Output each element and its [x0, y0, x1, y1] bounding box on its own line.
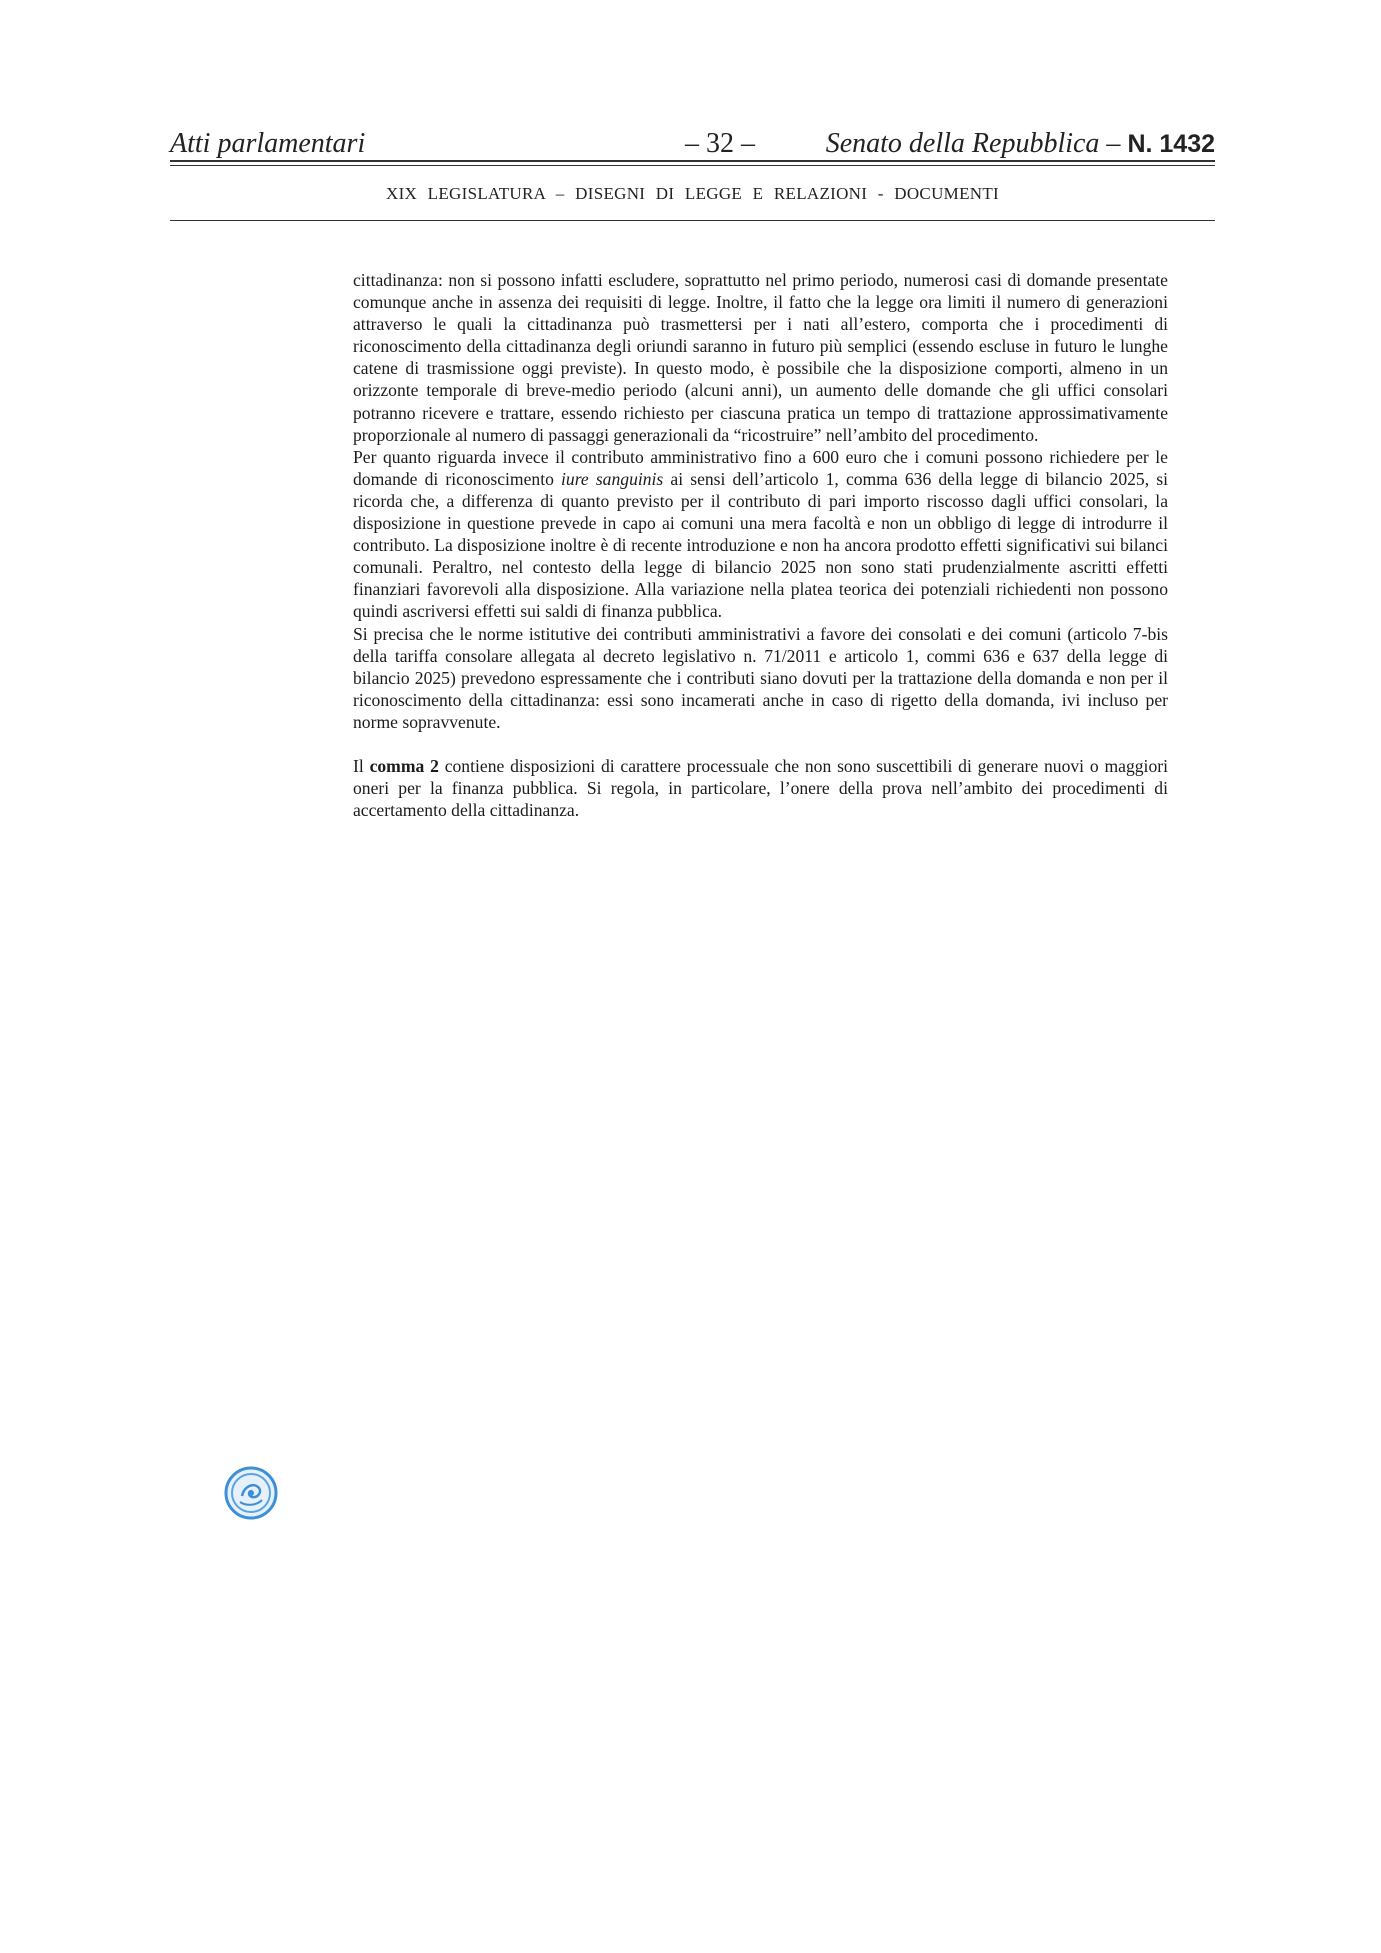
paragraph-4: [353, 755, 1168, 821]
page-number: – 32 –: [685, 128, 755, 159]
paragraph-2: [353, 446, 1168, 623]
subtitle-rule: [170, 220, 1215, 221]
header-rule: [170, 160, 1215, 162]
paragraph-1: cittadinanza: non si possono infatti escludere, soprattutto nel primo periodo, numerosi casi di domande presentate comunque anche in assenza dei requisiti di legge. Inoltre, il fatto che la legge ora limiti il numero di generazioni attraverso le quali la cittadinanza può trasmettersi per i nati all’estero, comporta che i procedimenti di riconoscimento della cittadinanza degli oriundi saranno in futuro più semplici (essendo escluse in futuro le lunghe catene di trasmissione oggi previste). In questo modo, è possibile che la disposizione comporti, almeno in un orizzonte temporale di breve-medio periodo (alcuni anni), un aumento delle domande che gli uffici consolari potranno ricevere e trattare, essendo richiesto per ciascuna pratica un tempo di trattazione approssimativamente proporzionale al numero di passaggi generazionali da “ricostruire” nell’ambito del procedimento.: [353, 270, 1168, 445]
document-number: N. 1432: [1127, 130, 1215, 158]
body-text: [353, 269, 1168, 821]
senate-seal-icon: [224, 1466, 278, 1520]
header-subtitle: XIX LEGISLATURA – DISEGNI DI LEGGE E RELAZIONI - DOCUMENTI: [386, 184, 999, 203]
header-senate: Senato della Repubblica –: [825, 128, 1121, 159]
paragraph-4-text-b: contiene disposizioni di carattere processuale che non sono suscettibili di generare nuovi o maggiori oneri per la finanza pubblica. Si regola, in particolare, l’onere della prova nell’ambito dei procedimenti di accertamento della cittadinanza.: [353, 755, 1168, 821]
running-header: [170, 124, 1215, 164]
paragraph-2-text-a: Per quanto riguarda invece il contributo amministrativo fino a 600 euro che i comuni possono richiedere per le domande di riconoscimento: [353, 446, 1168, 489]
paragraph-2-italic: iure sanguinis: [561, 468, 664, 489]
header-right: [826, 124, 1215, 164]
header-title: Atti parlamentari: [170, 128, 366, 159]
paragraph-2-text-b: ai sensi dell’articolo 1, comma 636 della legge di bilancio 2025, si ricorda che, a differenza di quanto previsto per il contributo di pari importo riscosso dagli uffici consolari, la disposizione in questione prevede in capo ai comuni una mera facoltà e non un obbligo di legge di introdurre il contributo. La disposizione inoltre è di recente introduzione e non ha ancora prodotto effetti significativi sui bilanci comunali. Peraltro, nel contesto della legge di bilancio 2025 non sono stati prudenzialmente ascritti effetti finanziari favorevoli alla disposizione. Alla variazione nella platea teorica dei potenziali richiedenti non possono quindi ascriversi effetti sui saldi di finanza pubblica.: [353, 468, 1168, 622]
header-rule-thin: [170, 165, 1215, 166]
paragraph-4-text-a: Il: [353, 755, 364, 776]
paragraph-3: Si precisa che le norme istitutive dei contributi amministrativi a favore dei consolati e dei comuni (articolo 7-bis della tariffa consolare allegata al decreto legislativo n. 71/2011 e articolo 1, commi 636 e 637 della legge di bilancio 2025) prevedono espressamente che i contributi siano dovuti per la trattazione della domanda e non per il riconoscimento della cittadinanza: essi sono incamerati anche in caso di rigetto della domanda, ivi incluso per norme sopravvenute.: [353, 623, 1168, 732]
paragraph-4-bold: comma 2: [369, 755, 439, 776]
